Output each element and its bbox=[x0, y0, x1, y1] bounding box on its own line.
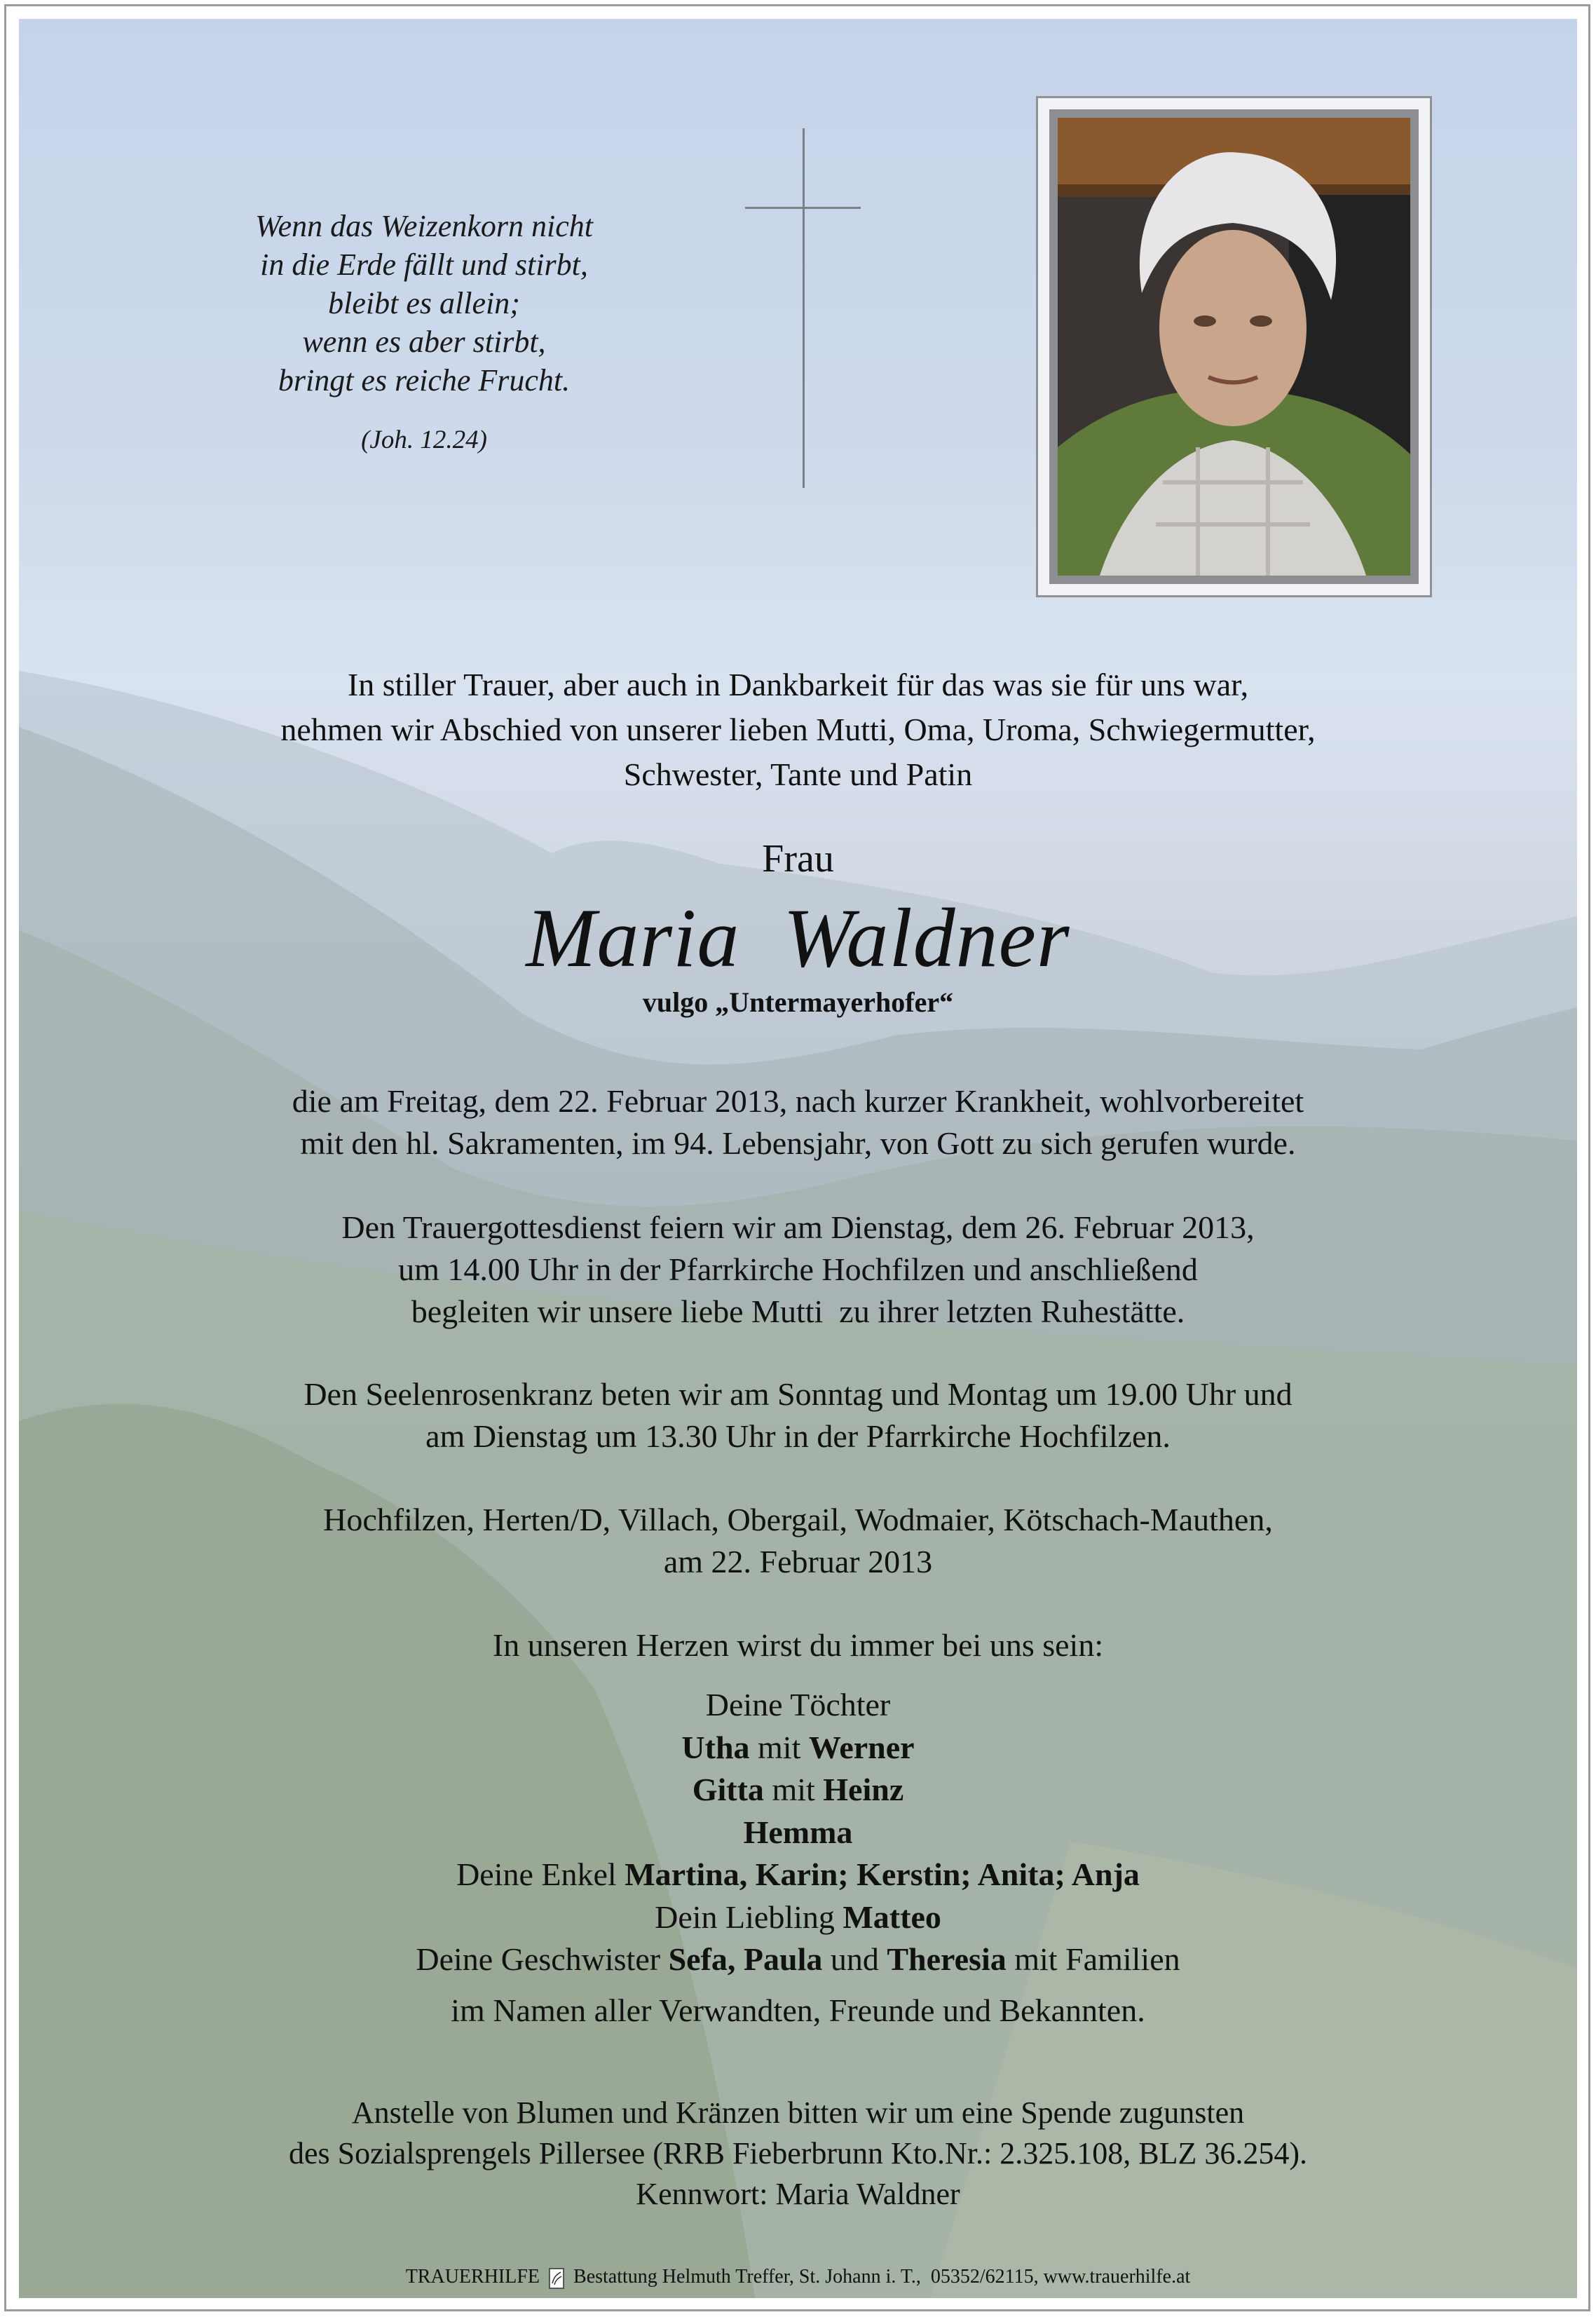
mourner-line bbox=[0, 1938, 1596, 1981]
donation-line: Kennwort: Maria Waldner bbox=[636, 2177, 960, 2211]
mourner-line bbox=[0, 1769, 1596, 1812]
intro-text bbox=[0, 663, 1596, 797]
mourner-connector: mit bbox=[772, 1772, 815, 1807]
portrait-photo-frame bbox=[1036, 96, 1432, 597]
mourner-name: Heinz bbox=[823, 1772, 904, 1807]
closing-line: In unseren Herzen wirst du immer bei uns sein: bbox=[492, 1627, 1104, 1663]
quote-line: in die Erde fällt und stirbt, bbox=[260, 247, 588, 282]
quote-reference: (Joh. 12.24) bbox=[361, 426, 487, 454]
mourner-line bbox=[0, 1812, 1596, 1854]
footer-brand: TRAUERHILFE bbox=[405, 2266, 540, 2288]
mourner-line bbox=[0, 1727, 1596, 1769]
funeral-line: Den Trauergottesdienst feiern wir am Dienstag, dem 26. Februar 2013, bbox=[341, 1209, 1255, 1245]
mourner-name: Hemma bbox=[743, 1814, 853, 1850]
bible-quote bbox=[133, 207, 715, 459]
mourner-line bbox=[0, 1896, 1596, 1939]
mourner-connector: mit bbox=[758, 1729, 801, 1765]
place-date bbox=[0, 1499, 1596, 1583]
salutation: Frau bbox=[762, 837, 834, 881]
quote-line: wenn es aber stirbt, bbox=[302, 325, 546, 359]
mourner-line bbox=[0, 1854, 1596, 1896]
mourner-name: Gitta bbox=[692, 1772, 764, 1807]
mourner-line: im Namen aller Verwandten, Freunde und Bekannten. bbox=[451, 1992, 1145, 2028]
place-date-line: Hochfilzen, Herten/D, Villach, Obergail, Wodmaier, Kötschach-Mauthen, bbox=[323, 1502, 1273, 1537]
sibling-name: Theresia bbox=[887, 1941, 1007, 1977]
sibling-names: Sefa, Paula bbox=[668, 1941, 823, 1977]
quote-line: bleibt es allein; bbox=[328, 286, 520, 320]
footer bbox=[0, 2264, 1596, 2290]
quote-line: Wenn das Weizenkorn nicht bbox=[255, 209, 593, 243]
grandchildren-names: Martina, Karin; Kerstin; Anita; Anja bbox=[625, 1856, 1140, 1892]
place-date-line: am 22. Februar 2013 bbox=[663, 1544, 933, 1579]
mourners-list bbox=[0, 1684, 1596, 2032]
donation-line: Anstelle von Blumen und Kränzen bitten wir um eine Spende zugunsten bbox=[351, 2095, 1245, 2130]
cross-icon-vertical bbox=[803, 128, 805, 488]
intro-line: In stiller Trauer, aber auch in Dankbarkeit für das was sie für uns war, bbox=[347, 667, 1249, 702]
mourner-name: Werner bbox=[808, 1729, 915, 1765]
mourner-connector: und bbox=[830, 1941, 879, 1977]
deceased-alias: vulgo „Untermayerhofer“ bbox=[642, 986, 954, 1018]
siblings-suffix: mit Familien bbox=[1014, 1941, 1180, 1977]
funeral-line: begleiten wir unsere liebe Mutti zu ihrer letzten Ruhestätte. bbox=[411, 1293, 1185, 1329]
death-notice-line: mit den hl. Sakramenten, im 94. Lebensjahr, von Gott zu sich gerufen wurde. bbox=[300, 1125, 1296, 1161]
favorite-label: Dein Liebling bbox=[655, 1898, 835, 1935]
funeral-line: um 14.00 Uhr in der Pfarrkirche Hochfilzen und anschließend bbox=[398, 1251, 1198, 1287]
death-notice-line: die am Freitag, dem 22. Februar 2013, nach kurzer Krankheit, wohlvorbereitet bbox=[292, 1083, 1304, 1119]
daughters-label: Deine Töchter bbox=[705, 1687, 891, 1723]
footer-details: Bestattung Helmuth Treffer, St. Johann i. T., 05352/62115, www.trauerhilfe.at bbox=[573, 2266, 1191, 2288]
rosary-line: Den Seelenrosenkranz beten wir am Sonntag und Montag um 19.00 Uhr und bbox=[303, 1376, 1293, 1412]
cross-icon-horizontal bbox=[745, 207, 861, 209]
deceased-name: Maria Waldner bbox=[526, 891, 1070, 984]
quote-line: bringt es reiche Frucht. bbox=[278, 363, 571, 398]
intro-line: nehmen wir Abschied von unserer lieben Mutti, Oma, Uroma, Schwiegermutter, bbox=[280, 712, 1316, 747]
donation-request bbox=[0, 2093, 1596, 2215]
trauerhilfe-logo-icon bbox=[549, 2268, 564, 2289]
favorite-name: Matteo bbox=[843, 1898, 941, 1935]
portrait-photo bbox=[1049, 109, 1419, 584]
intro-line: Schwester, Tante und Patin bbox=[623, 756, 973, 792]
rosary-line: am Dienstag um 13.30 Uhr in der Pfarrkirche Hochfilzen. bbox=[425, 1418, 1171, 1454]
mourner-name: Utha bbox=[681, 1729, 750, 1765]
funeral-info bbox=[0, 1207, 1596, 1333]
grandchildren-label: Deine Enkel bbox=[456, 1856, 617, 1892]
donation-line: des Sozialsprengels Pillersee (RRB Fieberbrunn Kto.Nr.: 2.325.108, BLZ 36.254). bbox=[288, 2136, 1308, 2170]
rosary-info bbox=[0, 1373, 1596, 1458]
death-notice bbox=[0, 1080, 1596, 1164]
siblings-label: Deine Geschwister bbox=[416, 1941, 661, 1977]
